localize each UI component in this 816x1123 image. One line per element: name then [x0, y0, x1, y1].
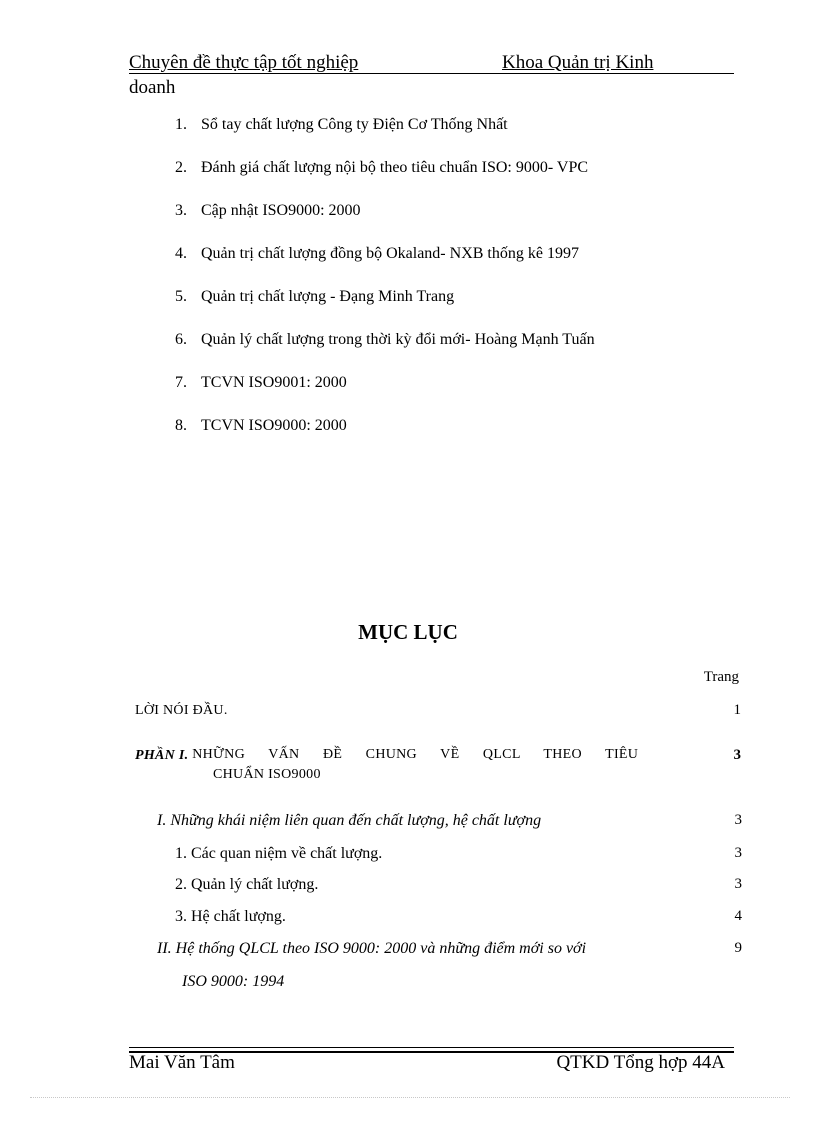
reference-item — [175, 417, 347, 435]
reference-number: 5. — [175, 288, 187, 305]
header-left-title: Chuyên đề thực tập tốt nghiệp — [129, 52, 359, 73]
toc-section-title: I. Những khái niệm liên quan đến chất lượng, hệ chất lượng — [157, 812, 542, 829]
reference-number: 1. — [175, 116, 187, 133]
footer-class: QTKD Tổng hợp 44A — [556, 1052, 725, 1073]
footer-author: Mai Văn Tâm — [129, 1052, 235, 1073]
reference-number: 4. — [175, 245, 187, 262]
header-wrap-text: doanh — [129, 77, 176, 98]
reference-item — [175, 331, 595, 349]
reference-item — [175, 116, 508, 134]
header-right-title: Khoa Quản trị Kinh — [502, 52, 654, 73]
reference-text: Đánh giá chất lượng nội bộ theo tiêu chuẩn ISO: 9000- VPC — [201, 159, 589, 176]
header-rule — [129, 73, 734, 74]
reference-item — [175, 159, 588, 177]
toc-entry-page: 9 — [734, 940, 742, 956]
toc-subsection-title: 3. Hệ chất lượng. — [175, 908, 286, 925]
reference-text: TCVN ISO9000: 2000 — [201, 417, 347, 434]
reference-text: Quản lý chất lượng trong thời kỳ đổi mới- Hoàng Mạnh Tuấn — [201, 331, 595, 348]
toc-section-title: II. Hệ thống QLCL theo ISO 9000: 2000 và những điểm mới so với — [157, 940, 587, 957]
reference-number: 2. — [175, 159, 187, 176]
reference-item — [175, 374, 347, 392]
toc-part-title-continued: CHUẨN ISO9000 — [213, 767, 321, 782]
reference-text: Quản trị chất lượng - Đạng Minh Trang — [201, 288, 455, 305]
toc-subsection-title: 2. Quản lý chất lượng. — [175, 876, 319, 893]
reference-number: 3. — [175, 202, 187, 219]
reference-item — [175, 202, 361, 220]
toc-entry-page: 3 — [733, 747, 741, 763]
toc-entry-page: 3 — [734, 876, 742, 892]
page-bottom-dotted-border — [30, 1097, 790, 1098]
reference-text: Cập nhật ISO9000: 2000 — [201, 202, 361, 219]
toc-part-title: NHỮNG VẤN ĐỀ CHUNG VỀ QLCL THEO TIÊU — [192, 747, 639, 762]
reference-text: Sổ tay chất lượng Công ty Điện Cơ Thống Nhất — [201, 116, 508, 133]
toc-entry — [135, 702, 741, 719]
toc-entry-text: LỜI NÓI ĐẦU. — [135, 703, 228, 718]
reference-number: 8. — [175, 417, 187, 434]
toc-entry-page: 3 — [734, 845, 742, 861]
reference-text: Quản trị chất lượng đồng bộ Okaland- NXB thống kê 1997 — [201, 245, 579, 262]
reference-item — [175, 288, 454, 306]
toc-title: MỤC LỤC — [358, 620, 458, 644]
footer-rule-thin — [129, 1047, 734, 1048]
toc-subsection-title: 1. Các quan niệm về chất lượng. — [175, 845, 383, 862]
toc-part-prefix: PHẦN I. — [135, 748, 189, 763]
toc-entry-page: 1 — [733, 702, 741, 718]
reference-item — [175, 245, 579, 263]
toc-page-label: Trang — [703, 669, 739, 685]
reference-text: TCVN ISO9001: 2000 — [201, 374, 347, 391]
toc-entry-part — [135, 747, 741, 764]
reference-number: 7. — [175, 374, 187, 391]
reference-number: 6. — [175, 331, 187, 348]
toc-entry-page: 3 — [734, 812, 742, 828]
toc-section-title-continued: ISO 9000: 1994 — [182, 973, 285, 990]
toc-entry-page: 4 — [734, 908, 742, 924]
